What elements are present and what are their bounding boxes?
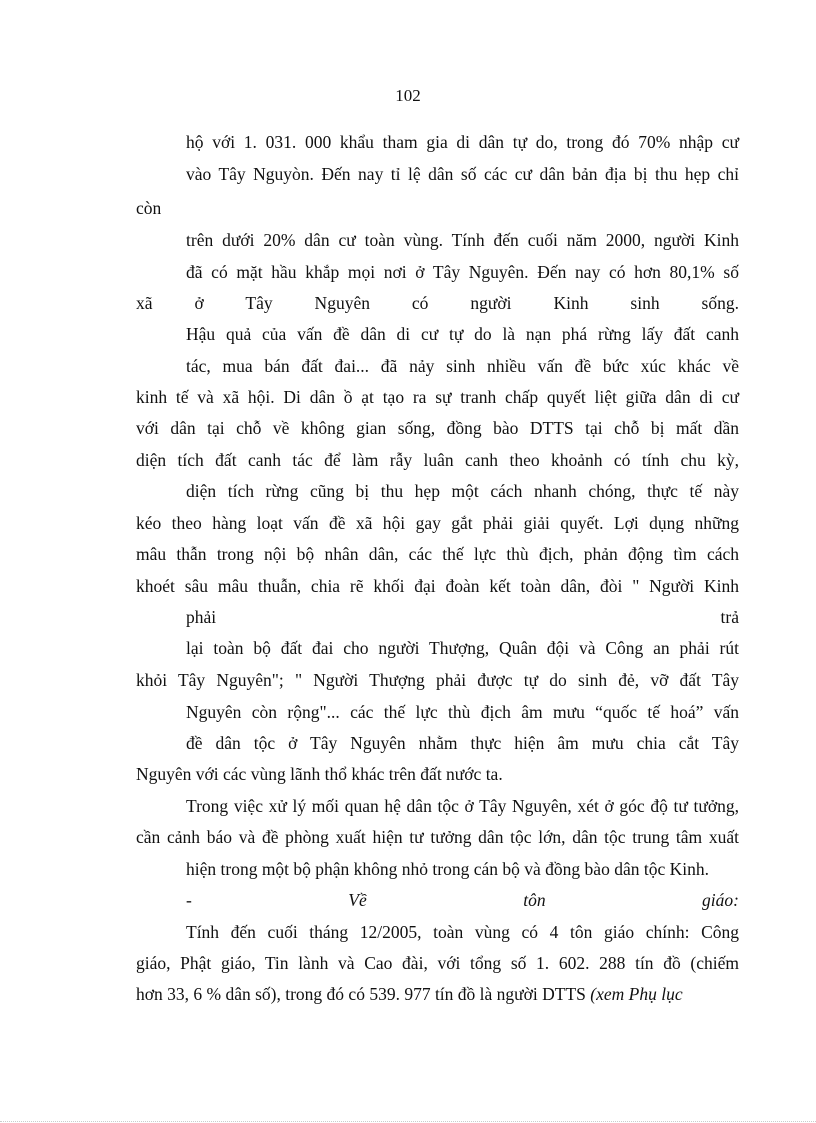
text-line: với dân tại chỗ về không gian sống, đồng bào DTTS tại chỗ bị mất dần bbox=[136, 418, 739, 438]
text-line: đã có mặt hầu khắp mọi nơi ở Tây Nguyên. Đến nay có hơn 80,1% số bbox=[186, 262, 739, 282]
text-line: tác, mua bán đất đai... đã nảy sinh nhiều vấn đề bức xúc khác về bbox=[186, 356, 739, 376]
text-line: diện tích đất canh tác để làm rẫy luân canh theo khoảnh có tính chu kỳ, bbox=[136, 450, 739, 470]
appendix-reference: (xem Phụ lục bbox=[590, 984, 683, 1004]
page-bottom-rule bbox=[0, 1121, 816, 1122]
text-line: khoét sâu mâu thuẫn, chia rẽ khối đại đoàn kết toàn dân, đòi " Người Kinh bbox=[136, 576, 739, 596]
text-line: xã ở Tây Nguyên có người Kinh sinh sống. bbox=[136, 293, 739, 313]
text-line: mâu thẫn trong nội bộ nhân dân, các thế lực thù địch, phản động tìm cách bbox=[136, 544, 739, 564]
text-line: cần cảnh báo và đề phòng xuất hiện tư tưởng dân tộc lớn, dân tộc trung tâm xuất bbox=[136, 827, 739, 847]
text-line: khỏi Tây Nguyên"; " Người Thượng phải được tự do sinh đẻ, vỡ đất Tây bbox=[136, 670, 739, 690]
text-line: Hậu quả của vấn đề dân di cư tự do là nạn phá rừng lấy đất canh bbox=[186, 324, 739, 344]
text-line: lại toàn bộ đất đai cho người Thượng, Quân đội và Công an phải rút bbox=[186, 638, 739, 658]
text-line: phải trả bbox=[186, 607, 739, 627]
text-line: kinh tế và xã hội. Di dân ồ ạt tạo ra sự tranh chấp quyết liệt giữa dân di cư bbox=[136, 387, 739, 407]
text-line: hiện trong một bộ phận không nhỏ trong cán bộ và đồng bào dân tộc Kinh. bbox=[186, 859, 709, 879]
text-line bbox=[136, 984, 683, 1006]
text-line: Trong việc xử lý mối quan hệ dân tộc ở Tây Nguyên, xét ở góc độ tư tưởng, bbox=[186, 796, 739, 816]
text-line: Tính đến cuối tháng 12/2005, toàn vùng có 4 tôn giáo chính: Công bbox=[186, 922, 739, 942]
text-line: Nguyên với các vùng lãnh thổ khác trên đất nước ta. bbox=[136, 764, 503, 784]
text-line: giáo, Phật giáo, Tin lành và Cao đài, với tổng số 1. 602. 288 tín đồ (chiếm bbox=[136, 953, 739, 973]
text-line: hộ với 1. 031. 000 khẩu tham gia di dân tự do, trong đó 70% nhập cư bbox=[186, 132, 739, 152]
text-line: kéo theo hàng loạt vấn đề xã hội gay gắt phải giải quyết. Lợi dụng những bbox=[136, 513, 739, 533]
text-line: trên dưới 20% dân cư toàn vùng. Tính đến cuối năm 2000, người Kinh bbox=[186, 230, 739, 250]
text-line: đề dân tộc ở Tây Nguyên nhằm thực hiện âm mưu chia cắt Tây bbox=[186, 733, 739, 753]
section-heading: - Về tôn giáo: bbox=[186, 890, 739, 910]
page-number: 102 bbox=[395, 86, 421, 105]
text-line: diện tích rừng cũng bị thu hẹp một cách nhanh chóng, thực tế này bbox=[186, 481, 739, 501]
text-line: Nguyên còn rộng"... các thế lực thù địch âm mưu “quốc tế hoá” vấn bbox=[186, 702, 739, 722]
text-line: vào Tây Nguyòn. Đến nay tỉ lệ dân số các cư dân bản địa bị thu hẹp chỉ bbox=[186, 164, 739, 184]
text-line: còn bbox=[136, 198, 162, 218]
text-line-segment: hơn 33, 6 % dân số), trong đó có 539. 977 tín đồ là người DTTS bbox=[136, 984, 586, 1004]
